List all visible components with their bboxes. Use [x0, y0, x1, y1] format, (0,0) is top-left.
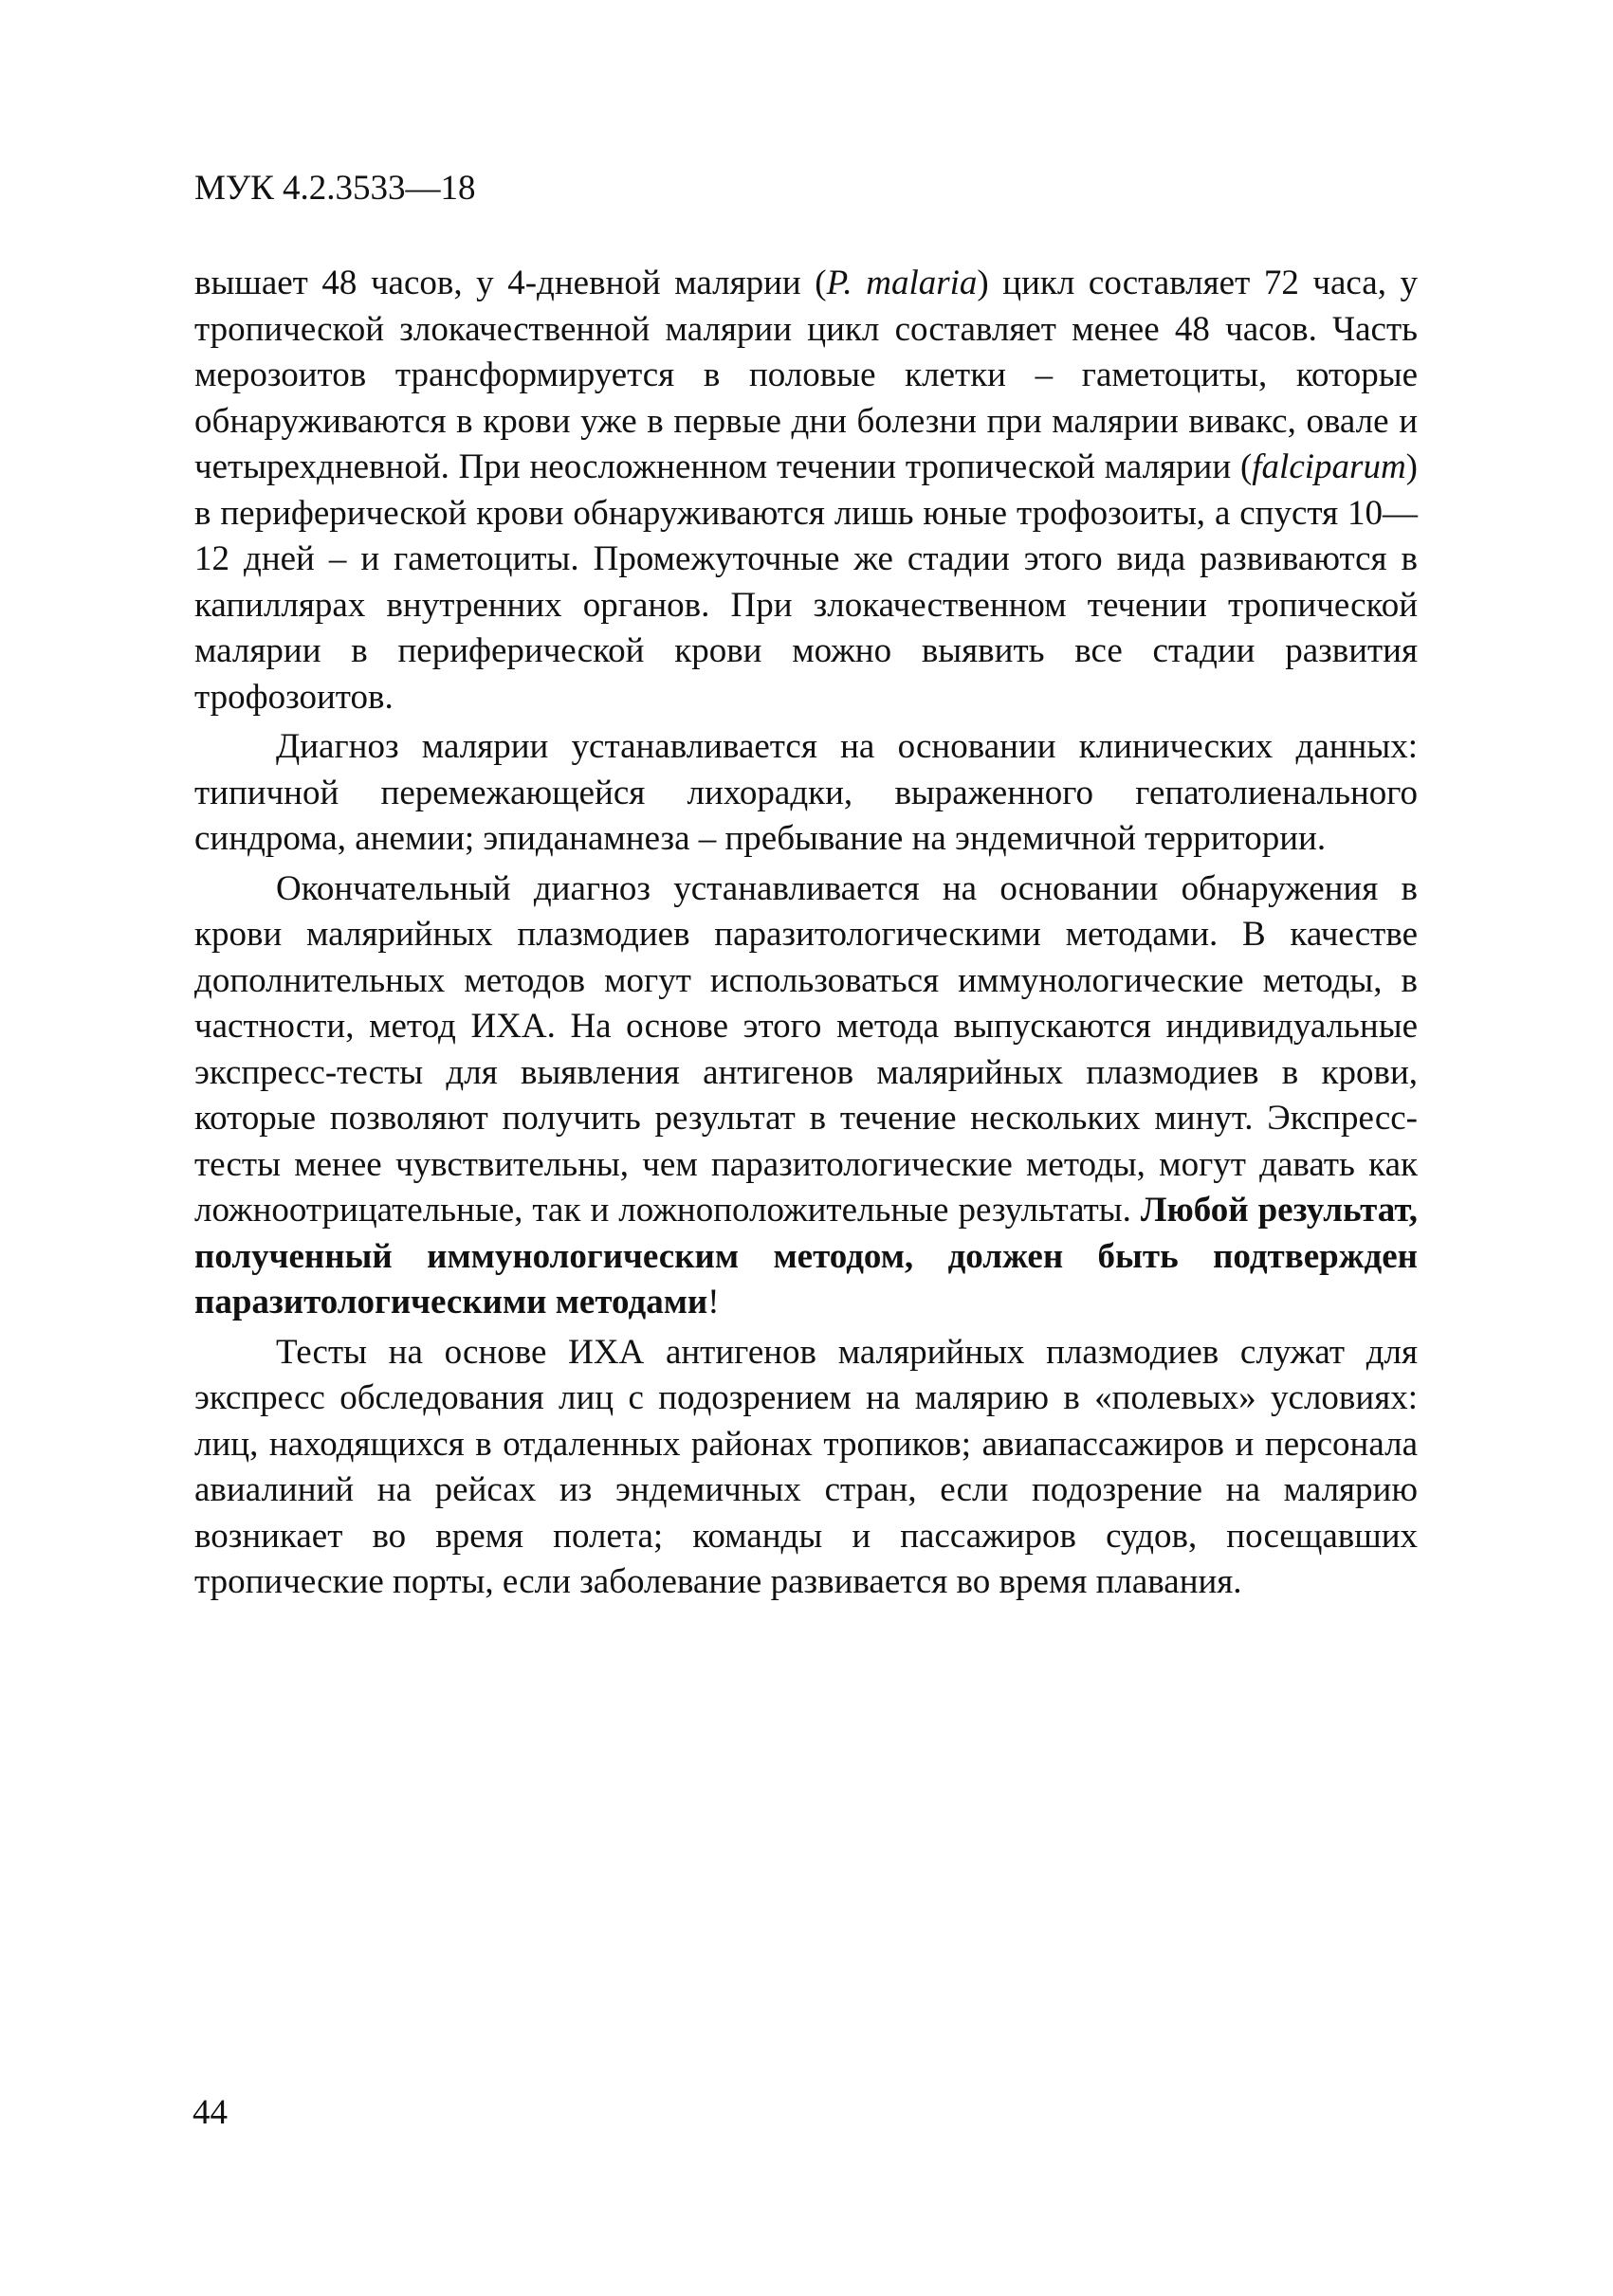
paragraph-text: Окончательный диагноз устанавливается на основании обнаружения в крови малярийных плазмодиев паразитологическими методами. В качестве дополнительных методов могут использоваться иммунологические методы, в частности, метод ИХА. На основе этого метода выпускаются индивидуальные экспресс-тесты для выявления антигенов малярийных плазмодиев в крови, которые позволяют получить результат в течение нескольких минут. Экспресс-тесты менее чувствительны, чем паразитологические методы, могут давать как ложноотрицательные, так и ложноположительные результаты.: [194, 868, 1418, 1230]
paragraph-express-tests: Тесты на основе ИХА антигенов малярийных плазмодиев служат для экспресс обследования лиц с подозрением на малярию в «полевых» условиях: лиц, находящихся в отдаленных районах тропиков; авиапассажиров и персонала авиалиний на рейсах из эндемичных стран, если подозрение на малярию возникает во время полета; команды и пассажиров судов, посещавших тропические порты, если заболевание развивается во время плавания.: [194, 1332, 1418, 1601]
paragraph-clinical-diagnosis: Диагноз малярии устанавливается на основании клинических данных: типичной перемежающейся лихорадки, выраженного гепатолиенального синдрома, анемии; эпиданамнеза – пребывание на эндемичной территории.: [194, 727, 1418, 858]
paragraph-text: !: [707, 1283, 720, 1321]
species-name-italic: P. malaria: [826, 264, 978, 302]
paragraph-text: ) цикл составляет 72 часа, у тропической злокачественной малярии цикл составляет менее 48 часов. Часть мерозоитов трансформируется в половые клетки – гаметоциты, которые обнаруживаются в крови уже в первые дни болезни при малярии вивакс, овале и четырехдневной. При неосложненном течении тропической малярии (: [194, 264, 1419, 486]
species-name-italic: falciparum: [1252, 447, 1406, 486]
paragraph-text: вышает 48 часов, у 4-дневной малярии (: [194, 264, 827, 302]
document-body: [194, 261, 1418, 1606]
bold-emphasis: Любой результат, полученный иммунологическим методом, должен быть подтвержден паразитологическими методами: [194, 1191, 1418, 1321]
document-code-header: МУК 4.2.3533—18: [194, 169, 476, 208]
paragraph-malaria-cycles: [194, 261, 1418, 720]
paragraph-text: ) в периферической крови обнаруживаются лишь юные трофозоиты, а спустя 10—12 дней – и гаметоциты. Промежуточные же стадии этого вида развиваются в капиллярах внутренних органов. При злокачественном течении тропической малярии в периферической крови можно выявить все стадии развития трофозоитов.: [194, 447, 1418, 717]
paragraph-final-diagnosis: [194, 866, 1418, 1326]
page-number: 44: [192, 2093, 228, 2132]
